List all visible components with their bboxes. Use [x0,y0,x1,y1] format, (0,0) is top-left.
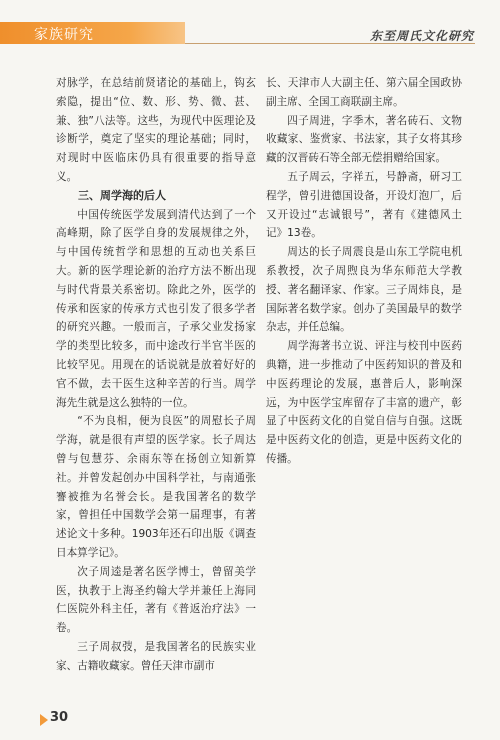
page-marker-icon [40,714,48,726]
left-paragraph-5: 三子周叔弢，是我国著名的民族实业家、古籍收藏家。曾任天津市副市 [56,640,256,672]
left-paragraph-1: 对脉学，在总结前贤诸论的基础上，钩玄索隐，提出“位、数、形、势、微、甚、兼、独”八法等。这些，为现代中医理论及诊断学，奠定了坚实的理论基础；同时，对现时中医临床仍具有很重要的指导意义。 [56,77,256,183]
page-number: 30 [50,710,69,725]
left-column [56,74,256,676]
right-column [266,74,462,469]
section-title: 家族研究 [34,27,94,43]
section-heading: 三、周学海的后人 [78,188,166,202]
left-paragraph-3: “不为良相，便为良医”的周慰长子周学海，就是很有声望的医学家。长子周达曾与包慧芬、余雨东等在扬创立知新算社。并曾发起创办中国科学社，与南通张謇被推为名誉会长。是我国著名的数学家，曾担任中国数学会第一届理事，有著述论文十多种。1903年还石印出版《调查日本算学记》。 [56,415,256,559]
left-paragraph-2: 中国传统医学发展到清代达到了一个高峰期，除了医学自身的发展规律之外，与中国传统哲学和思想的互动也关系巨大。新的医学理论新的治疗方法不断出现与时代背景关系密切。除此之外，医学的传承和医家的传承方式也引发了很多学者的研究兴趣。一般而言，子承父业发扬家学的类型比较多，而中途改行半官半医的比较罕见。用现在的话说就是放着好好的官不做，去干医生这种辛苦的行当。周学海先生就是这么独特的一位。 [56,208,256,409]
right-paragraph-5: 周学海著书立说、评注与校刊中医药典籍，进一步推动了中医药知识的普及和中医药理论的发展，惠普后人，影响深远，为中医学宝库留存了丰富的遗产，彰显了中医药文化的自觉自信与自强。这既是中医药文化的创造，更是中医药文化的传播。 [266,340,462,465]
right-paragraph-1: 长、天津市人大副主任、第六届全国政协副主席、全国工商联副主席。 [266,77,462,108]
right-paragraph-3: 五子周云，字祥五，号静斋，研习工程学，曾引进德国设备，开设灯泡厂，后又开设过“志诚银号”，著有《建德风土记》13卷。 [266,170,462,240]
right-paragraph-4: 周达的长子周震良是山东工学院电机系教授，次子周煦良为华东师范大学教授、著名翻译家、作家。三子周炜良，是国际著名数学家。创办了美国最早的数学杂志，并任总编。 [266,246,462,334]
publication-title: 东至周氏文化研究 [369,29,474,43]
left-paragraph-4: 次子周逵是著名医学博士，曾留美学医，执教于上海圣约翰大学并兼任上海同仁医院外科主任，著有《普返治疗法》一卷。 [56,565,256,635]
right-paragraph-2: 四子周进，字季木，著名砖石、文物收藏家、鉴赏家、书法家，其子女将其珍藏的汉晋砖石等全部无偿捐赠给国家。 [266,114,462,165]
page-header [0,0,500,70]
